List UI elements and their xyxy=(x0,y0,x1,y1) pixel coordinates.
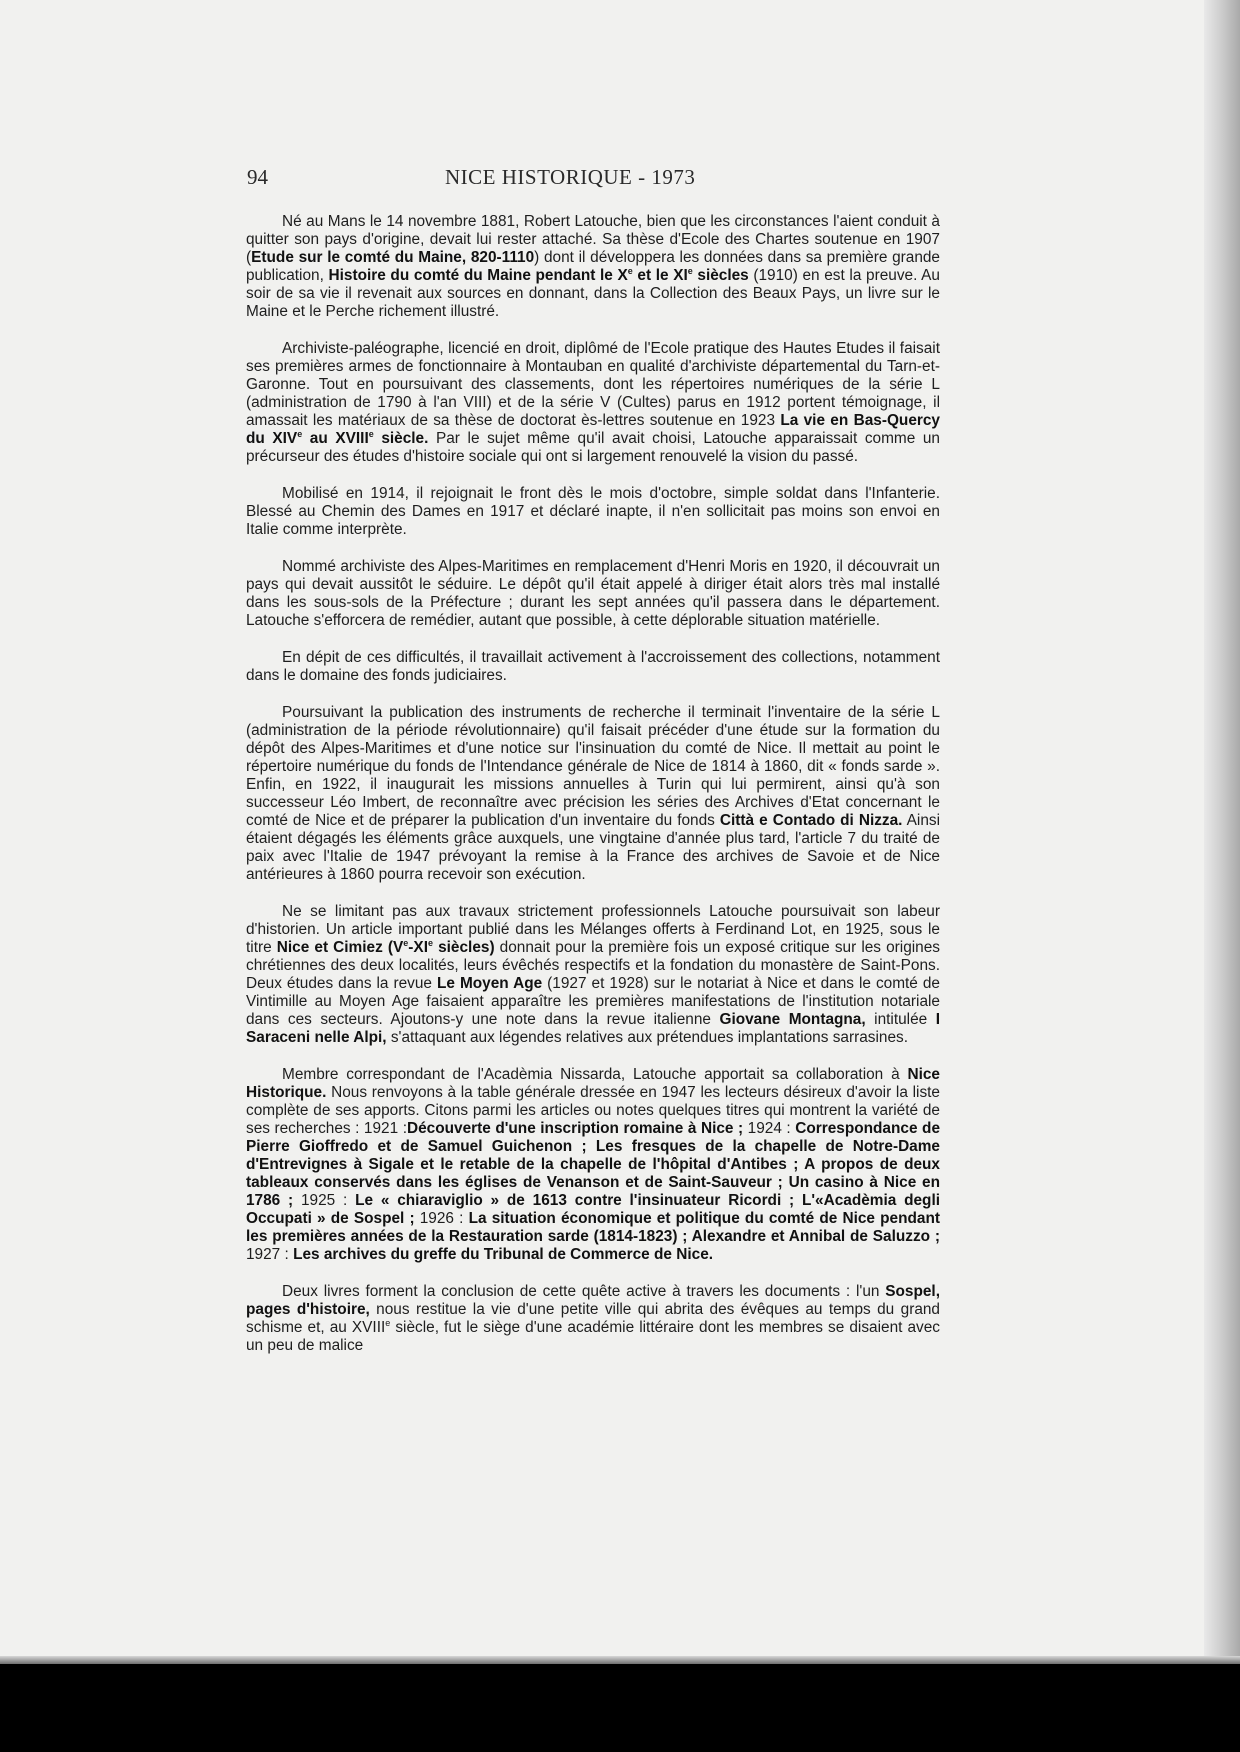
page-number: 94 xyxy=(247,165,268,189)
bold-title-text: Sospel, pages d'histoire, xyxy=(246,1283,940,1318)
paragraph xyxy=(246,340,940,466)
bold-title-text: siècles) xyxy=(432,939,495,956)
bold-title-text: au XVIII xyxy=(302,430,369,447)
bold-title-text: -XI xyxy=(408,939,428,956)
body-text: 1926 : xyxy=(414,1210,469,1227)
paragraph xyxy=(246,213,940,321)
body-text: Membre correspondant de l'Acadèmia Nissarda, Latouche apportait sa collaboration à xyxy=(282,1066,908,1083)
body-text: siècle, fut le siège d'une académie littéraire dont les membres se disaient avec un peu de malice xyxy=(246,1319,940,1354)
bold-title-text: e xyxy=(403,937,409,948)
body-text: nous restitue la vie d'une petite ville qui abrita des évêques au temps du grand schisme et, au XVIII xyxy=(246,1301,940,1336)
body-text: Nous renvoyons à la table générale dressée en 1947 les lecteurs désireux d'avoir la liste complète de ses apports. Citons parmi les articles ou notes quelques titres qui montrent la variété de ses recherches : 1921 : xyxy=(246,1084,940,1137)
body-text: intitulée xyxy=(865,1011,936,1028)
bold-title-text: Découverte d'une inscription romaine à Nice ; xyxy=(406,1120,744,1137)
body-text: e xyxy=(385,1317,391,1328)
body-text: s'attaquant aux légendes relatives aux prétendues implantations sarrasines. xyxy=(386,1029,908,1046)
running-head xyxy=(247,161,947,193)
body-text: ) dont il développera les données dans sa première grande publication, xyxy=(246,249,940,284)
bold-title-text: Etude sur le comté du Maine, 820-1110 xyxy=(251,249,535,266)
bold-title-text: et le XI xyxy=(632,267,688,284)
bold-title-text: e xyxy=(687,265,693,276)
bold-title-text: e xyxy=(627,265,633,276)
paragraph xyxy=(246,704,940,884)
body-text: En dépit de ces difficultés, il travaillait activement à l'accroissement des collections, notamment dans le domaine des fonds judiciaires. xyxy=(246,649,940,684)
bold-title-text: siècle. xyxy=(373,430,429,447)
body-text: Né au Mans le 14 novembre 1881, Robert Latouche, bien que les circonstances l'aient conduit à quitter son pays d'origine, devait lui rester attaché. Sa thèse d'Ecole des Chartes soutenue en 1907 ( xyxy=(246,213,940,266)
bold-title-text: e xyxy=(368,428,374,439)
bold-title-text: Città e Contado di Nizza. xyxy=(719,812,903,829)
bold-title-text: I Saraceni nelle Alpi, xyxy=(246,1011,940,1046)
body-text: Par le sujet même qu'il avait choisi, Latouche apparaissait comme un précurseur des études d'histoire sociale qui ont si largement renouvelé la vision du passé. xyxy=(246,430,940,465)
bold-title-text: Histoire du comté du Maine pendant le X xyxy=(328,267,628,284)
scan-edge xyxy=(0,1656,1240,1664)
bold-title-text: siècles xyxy=(692,267,749,284)
paragraph xyxy=(246,649,940,685)
paragraph xyxy=(246,1066,940,1264)
body-text: Poursuivant la publication des instruments de recherche il terminait l'inventaire de la série L (administration de la période révolutionnaire) qu'il faisait précéder d'une étude sur la formation du dépôt des Alpes-Maritimes et d'une notice sur l'insinuation du comté de Nice. Il mettait au point le répertoire numérique du fonds de l'Intendance générale de Nice de 1814 à 1860, dit « fonds sarde ». Enfin, en 1922, il inaugurait les missions annuelles à Turin qui lui permirent, ainsi qu'à son successeur Léo Imbert, de reconnaître avec précision les séries des Archives d'Etat concernant le comté de Nice et de préparer la publication d'un inventaire du fonds xyxy=(246,704,940,829)
body-text: 1924 : xyxy=(743,1120,796,1137)
scanner-bed-border xyxy=(0,1664,1240,1752)
journal-title: NICE HISTORIQUE - 1973 xyxy=(445,165,696,189)
body-text: Mobilisé en 1914, il rejoignait le front dès le mois d'octobre, simple soldat dans l'Infanterie. Blessé au Chemin des Dames en 1917 et déclaré inapte, il n'en sollicitait pas moins son envoi en Italie comme interprète. xyxy=(246,485,940,538)
bold-title-text: La situation économique et politique du comté de Nice pendant les premières années de la Restauration sarde (1814-1823) ; Alexandre et Annibal de Saluzzo ; xyxy=(246,1210,940,1245)
page-gutter-shadow xyxy=(1204,0,1240,1752)
paragraph xyxy=(246,485,940,539)
paragraph xyxy=(246,903,940,1047)
bold-title-text: e xyxy=(427,937,433,948)
paragraph xyxy=(246,1283,940,1355)
bold-title-text: Correspondance de Pierre Gioffredo et de Samuel Guichenon ; Les fresques de la chapelle de Notre-Dame d'Entrevignes à Sigale et le retable de la chapelle de l'hôpital d'Antibes ; A propos de deux tableaux conservés dans les églises de Venanson et de Saint-Sauveur ; Un casino à Nice en 1786 ; xyxy=(246,1120,941,1209)
body-text: Nommé archiviste des Alpes-Maritimes en remplacement d'Henri Moris en 1920, il découvrait un pays qui devait aussitôt le séduire. Le dépôt qu'il était appelé à diriger était alors très mal installé dans les sous-sols de la Préfecture ; durant les sept années qu'il passera dans le département. Latouche s'efforcera de remédier, autant que possible, à cette déplorable situation matérielle. xyxy=(246,558,940,629)
body-text: Ainsi étaient dégagés les éléments grâce auxquels, une vingtaine d'année plus tard, l'article 7 du traité de paix avec l'Italie de 1947 prévoyant la remise à la France des archives de Savoie et de Nice antérieures à 1860 pourra recevoir son exécution. xyxy=(246,812,941,883)
bold-title-text: Giovane Montagna, xyxy=(719,1011,866,1028)
bold-title-text: Nice et Cimiez (V xyxy=(276,939,404,956)
body-text: Ne se limitant pas aux travaux strictement professionnels Latouche poursuivait son labeur d'historien. Un article important publié dans les Mélanges offerts à Ferdinand Lot, en 1925, sous le titre xyxy=(246,903,940,956)
article-body xyxy=(246,213,940,1374)
body-text: (1910) en est la preuve. Au soir de sa vie il revenait aux sources en donnant, dans la Collection des Beaux Pays, un livre sur le Maine et le Perche richement illustré. xyxy=(246,267,940,320)
bold-title-text: Les archives du greffe du Tribunal de Commerce de Nice. xyxy=(293,1246,714,1263)
body-text: donnait pour la première fois un exposé critique sur les origines chrétiennes des deux localités, leurs évêchés respectifs et la fondation du monastère de Saint-Pons. Deux études dans la revue xyxy=(246,939,940,992)
bold-title-text: Le Moyen Age xyxy=(436,975,543,992)
body-text: 1927 : xyxy=(246,1246,294,1263)
bold-title-text: Le « chiaraviglio » de 1613 contre l'insinuateur Ricordi ; L'«Acadèmia degli Occupati » de Sospel ; xyxy=(246,1192,941,1227)
bold-title-text: Nice Historique. xyxy=(246,1066,940,1101)
body-text: Deux livres forment la conclusion de cette quête active à travers les documents : l'un xyxy=(282,1283,886,1300)
bold-title-text: e xyxy=(297,428,303,439)
body-text: (1927 et 1928) sur le notariat à Nice et dans le comté de Vintimille au Moyen Age faisaient apparaître les premières manifestations de l'institution notariale dans ces secteurs. Ajoutons-y une note dans la revue italienne xyxy=(246,975,940,1028)
paragraph xyxy=(246,558,940,630)
bold-title-text: La vie en Bas-Quercy du XIV xyxy=(246,412,940,447)
body-text: Archiviste-paléographe, licencié en droit, diplômé de l'Ecole pratique des Hautes Etudes il faisait ses premières armes de fonctionnaire à Montauban en qualité d'archiviste départemental du Tarn-et-Garonne. Tout en poursuivant des classements, dont les répertoires numériques de la série L (administration de 1790 à l'an VIII) et de la série V (Cultes) parus en 1912 portent témoignage, il amassait les matériaux de sa thèse de doctorat ès-lettres soutenue en 1923 xyxy=(246,340,940,429)
body-text: 1925 : xyxy=(293,1192,356,1209)
